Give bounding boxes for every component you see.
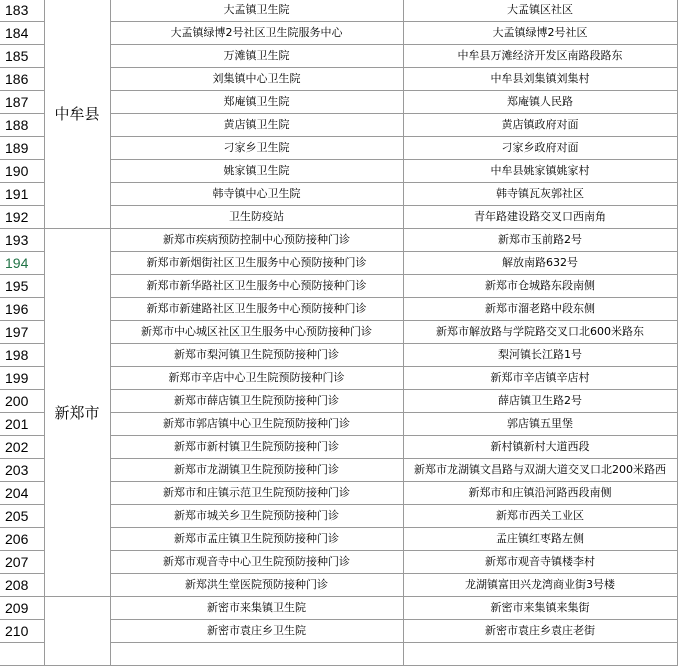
clinic-name-cell[interactable]: 新郑市和庄镇示范卫生院预防接种门诊: [110, 482, 403, 505]
address-cell[interactable]: 新郑市和庄镇沿河路西段南侧: [403, 482, 677, 505]
address-cell[interactable]: 中牟县刘集镇刘集村: [403, 68, 677, 91]
row-number-cell[interactable]: 191: [0, 183, 44, 206]
clinic-name-cell[interactable]: 郑庵镇卫生院: [110, 91, 403, 114]
row-number-cell[interactable]: 184: [0, 22, 44, 45]
address-cell[interactable]: 新郑市玉前路2号: [403, 229, 677, 252]
address-cell[interactable]: 龙湖镇富田兴龙湾商业街3号楼: [403, 574, 677, 597]
row-number-cell[interactable]: 183: [0, 0, 44, 22]
row-number-cell[interactable]: 189: [0, 137, 44, 160]
clinic-name-cell[interactable]: [110, 643, 403, 666]
row-number-cell[interactable]: 210: [0, 620, 44, 643]
row-number-cell[interactable]: 207: [0, 551, 44, 574]
row-number-cell[interactable]: 195: [0, 275, 44, 298]
row-number-cell[interactable]: 197: [0, 321, 44, 344]
row-number-cell[interactable]: 204: [0, 482, 44, 505]
clinic-name-cell[interactable]: 新郑市新村镇卫生院预防接种门诊: [110, 436, 403, 459]
row-number-cell[interactable]: 203: [0, 459, 44, 482]
row-number-cell[interactable]: 188: [0, 114, 44, 137]
address-cell[interactable]: 大孟镇绿博2号社区: [403, 22, 677, 45]
clinic-name-cell[interactable]: 新郑市疾病预防控制中心预防接种门诊: [110, 229, 403, 252]
row-number-cell[interactable]: 198: [0, 344, 44, 367]
clinic-name-cell[interactable]: 姚家镇卫生院: [110, 160, 403, 183]
row-number-cell[interactable]: 206: [0, 528, 44, 551]
address-cell[interactable]: 刁家乡政府对面: [403, 137, 677, 160]
county-cell[interactable]: 新郑市: [44, 229, 110, 597]
address-cell[interactable]: 新郑市西关工业区: [403, 505, 677, 528]
address-cell[interactable]: 韩寺镇瓦灰郭社区: [403, 183, 677, 206]
address-cell[interactable]: 孟庄镇红枣路左侧: [403, 528, 677, 551]
clinic-name-cell[interactable]: 新郑市观音寺中心卫生院预防接种门诊: [110, 551, 403, 574]
clinic-name-cell[interactable]: 大孟镇绿博2号社区卫生院服务中心: [110, 22, 403, 45]
address-cell[interactable]: 中牟县万滩经济开发区南路段路东: [403, 45, 677, 68]
county-cell[interactable]: [44, 597, 110, 666]
clinic-name-cell[interactable]: 新郑市城关乡卫生院预防接种门诊: [110, 505, 403, 528]
clinic-name-cell[interactable]: 新郑市新建路社区卫生服务中心预防接种门诊: [110, 298, 403, 321]
address-cell[interactable]: 梨河镇长江路1号: [403, 344, 677, 367]
address-cell[interactable]: 新郑市观音寺镇楼李村: [403, 551, 677, 574]
row-number-cell[interactable]: 208: [0, 574, 44, 597]
county-cell[interactable]: 中牟县: [44, 0, 110, 229]
address-cell[interactable]: 大孟镇区社区: [403, 0, 677, 22]
clinic-name-cell[interactable]: 卫生防疫站: [110, 206, 403, 229]
address-cell[interactable]: 新郑市溜老路中段东侧: [403, 298, 677, 321]
clinic-name-cell[interactable]: 新密市袁庄乡卫生院: [110, 620, 403, 643]
clinic-name-cell[interactable]: 韩寺镇中心卫生院: [110, 183, 403, 206]
address-cell[interactable]: 郭店镇五里堡: [403, 413, 677, 436]
table-row: [0, 229, 677, 252]
address-cell[interactable]: 新密市来集镇来集街: [403, 597, 677, 620]
address-cell[interactable]: 新密市袁庄乡袁庄老街: [403, 620, 677, 643]
address-cell[interactable]: 新村镇新村大道西段: [403, 436, 677, 459]
clinic-name-cell[interactable]: 新郑市中心城区社区卫生服务中心预防接种门诊: [110, 321, 403, 344]
clinic-name-cell[interactable]: 大孟镇卫生院: [110, 0, 403, 22]
row-number-cell[interactable]: 209: [0, 597, 44, 620]
clinic-name-cell[interactable]: 新郑市梨河镇卫生院预防接种门诊: [110, 344, 403, 367]
row-number-cell[interactable]: 200: [0, 390, 44, 413]
row-number-cell[interactable]: 205: [0, 505, 44, 528]
table-row: [0, 597, 677, 620]
clinic-name-cell[interactable]: 新郑市薛店镇卫生院预防接种门诊: [110, 390, 403, 413]
address-cell[interactable]: [403, 643, 677, 666]
row-number-cell[interactable]: 202: [0, 436, 44, 459]
row-number-cell[interactable]: 196: [0, 298, 44, 321]
clinic-name-cell[interactable]: 新郑市辛店中心卫生院预防接种门诊: [110, 367, 403, 390]
row-number-cell[interactable]: 187: [0, 91, 44, 114]
clinic-name-cell[interactable]: 新密市来集镇卫生院: [110, 597, 403, 620]
row-number-cell[interactable]: 190: [0, 160, 44, 183]
address-cell[interactable]: 新郑市仓城路东段南侧: [403, 275, 677, 298]
address-cell[interactable]: 青年路建设路交叉口西南角: [403, 206, 677, 229]
address-cell[interactable]: 解放南路632号: [403, 252, 677, 275]
address-cell[interactable]: 新郑市辛店镇辛店村: [403, 367, 677, 390]
row-number-cell[interactable]: 199: [0, 367, 44, 390]
row-number-cell[interactable]: 185: [0, 45, 44, 68]
address-cell[interactable]: 中牟县姚家镇姚家村: [403, 160, 677, 183]
clinic-name-cell[interactable]: 刘集镇中心卫生院: [110, 68, 403, 91]
address-cell[interactable]: 薛店镇卫生路2号: [403, 390, 677, 413]
clinic-name-cell[interactable]: 新郑洪生堂医院预防接种门诊: [110, 574, 403, 597]
row-number-cell[interactable]: [0, 643, 44, 666]
clinic-name-cell[interactable]: 新郑市孟庄镇卫生院预防接种门诊: [110, 528, 403, 551]
clinic-name-cell[interactable]: 刁家乡卫生院: [110, 137, 403, 160]
clinic-name-cell[interactable]: 黄店镇卫生院: [110, 114, 403, 137]
row-number-cell[interactable]: 201: [0, 413, 44, 436]
clinic-name-cell[interactable]: 新郑市新华路社区卫生服务中心预防接种门诊: [110, 275, 403, 298]
address-cell[interactable]: 新郑市龙湖镇文昌路与双湖大道交叉口北200米路西: [403, 459, 677, 482]
address-cell[interactable]: 黄店镇政府对面: [403, 114, 677, 137]
row-number-cell[interactable]: 186: [0, 68, 44, 91]
clinic-name-cell[interactable]: 新郑市龙湖镇卫生院预防接种门诊: [110, 459, 403, 482]
address-cell[interactable]: 郑庵镇人民路: [403, 91, 677, 114]
row-number-cell[interactable]: 192: [0, 206, 44, 229]
row-number-cell[interactable]: 193: [0, 229, 44, 252]
table-row: [0, 0, 677, 22]
address-cell[interactable]: 新郑市解放路与学院路交叉口北600米路东: [403, 321, 677, 344]
clinic-name-cell[interactable]: 万滩镇卫生院: [110, 45, 403, 68]
clinic-name-cell[interactable]: 新郑市郭店镇中心卫生院预防接种门诊: [110, 413, 403, 436]
row-number-cell[interactable]: 194: [0, 252, 44, 275]
clinic-name-cell[interactable]: 新郑市新烟街社区卫生服务中心预防接种门诊: [110, 252, 403, 275]
